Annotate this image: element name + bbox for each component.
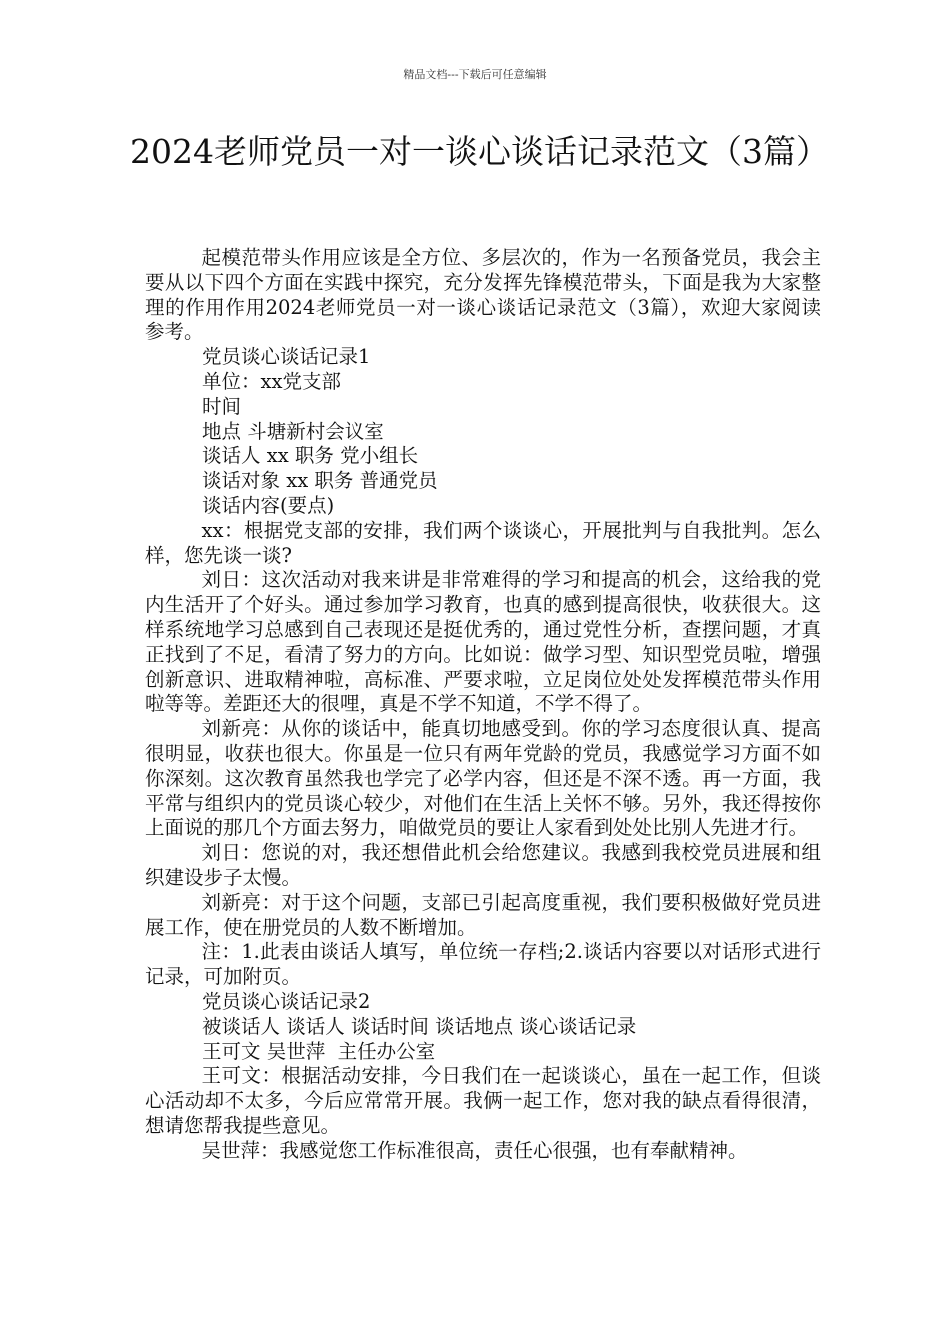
record1-target: 谈话对象 xx 职务 普通党员 (202, 469, 438, 493)
record1-paragraph: 刘新亮：从你的谈话中，能真切地感受到。你的学习态度很认真、提高很明显，收获也很大。你虽是一位只有两年党龄的党员，我感觉学习方面不如你深刻。这次教育虽然我也学完了必学内容，但还是不深不透。再一方面，我平常与组织内的党员谈心较少，对他们在生活上关怀不够。另外，我还得按你上面说的那几个方面去努力，咱做党员的要让人家看到处处比别人先进才行。 (145, 717, 821, 840)
record1-heading: 党员谈心谈话记录1 (202, 345, 371, 369)
record1-place: 地点 斗塘新村会议室 (202, 419, 384, 443)
record1-paragraph: 刘日：您说的对，我还想借此机会给您建议。我感到我校党员进展和组织建设步子太慢。 (145, 841, 821, 889)
record1-note: 注：1.此表由谈话人填写，单位统一存档;2.谈话内容要以对话形式进行记录，可加附页。 (145, 940, 821, 989)
record2-paragraph: 吴世萍：我感觉您工作标准很高，责任心很强，也有奉献精神。 (201, 1138, 748, 1162)
document-title: 2024老师党员一对一谈心谈话记录范文（3篇） (130, 132, 829, 171)
document-body (145, 246, 821, 1163)
record2-fields: 被谈话人 谈话人 谈话时间 谈话地点 谈心谈话记录 (202, 1014, 637, 1038)
record1-paragraph: 刘日：这次活动对我来讲是非常难得的学习和提高的机会，这给我的党内生活开了个好头。通过参加学习教育，也真的感到提高很快，收获很大。这样系统地学习总感到自己表现还是挺优秀的，通过党性分析，查摆问题，才真正找到了不足，看清了努力的方向。比如说：做学习型、知识型党员啦，增强创新意识、进取精神啦，高标准、严要求啦，立足岗位处处发挥模范带头作用啦等等。差距还大的很哩，真是不学不知道，不学不得了。 (145, 568, 821, 716)
record2-paragraph: 王可文：根据活动安排，今日我们在一起谈谈心，虽在一起工作，但谈心活动却不太多，今后应常常开展。我俩一起工作，您对我的缺点看得很清，想请您帮我提些意见。 (145, 1064, 821, 1137)
record1-content-label: 谈话内容(要点) (202, 493, 335, 517)
record1-unit: 单位：xx党支部 (202, 369, 341, 393)
intro-paragraph: 起模范带头作用应该是全方位、多层次的，作为一名预备党员，我会主要从以下四个方面在实践中探究，充分发挥先锋模范带头，下面是我为大家整理的作用作用2024老师党员一对一谈心谈话记录范文（3篇），欢迎大家阅读参考。 (145, 246, 821, 344)
record1-paragraph: 刘新亮：对于这个问题，支部已引起高度重视，我们要积极做好党员进展工作，使在册党员的人数不断增加。 (145, 890, 821, 939)
record1-speaker: 谈话人 xx 职务 党小组长 (202, 444, 419, 468)
header-note: 精品文档---下载后可任意编辑 (403, 68, 547, 81)
record1-paragraph: xx：根据党支部的安排，我们两个谈谈心，开展批判与自我批判。怎么样，您先谈一谈? (145, 518, 821, 567)
record2-names: 王可文 吴世萍 主任办公室 (202, 1039, 436, 1063)
record2-heading: 党员谈心谈话记录2 (202, 989, 371, 1013)
record1-time: 时间 (202, 394, 242, 418)
